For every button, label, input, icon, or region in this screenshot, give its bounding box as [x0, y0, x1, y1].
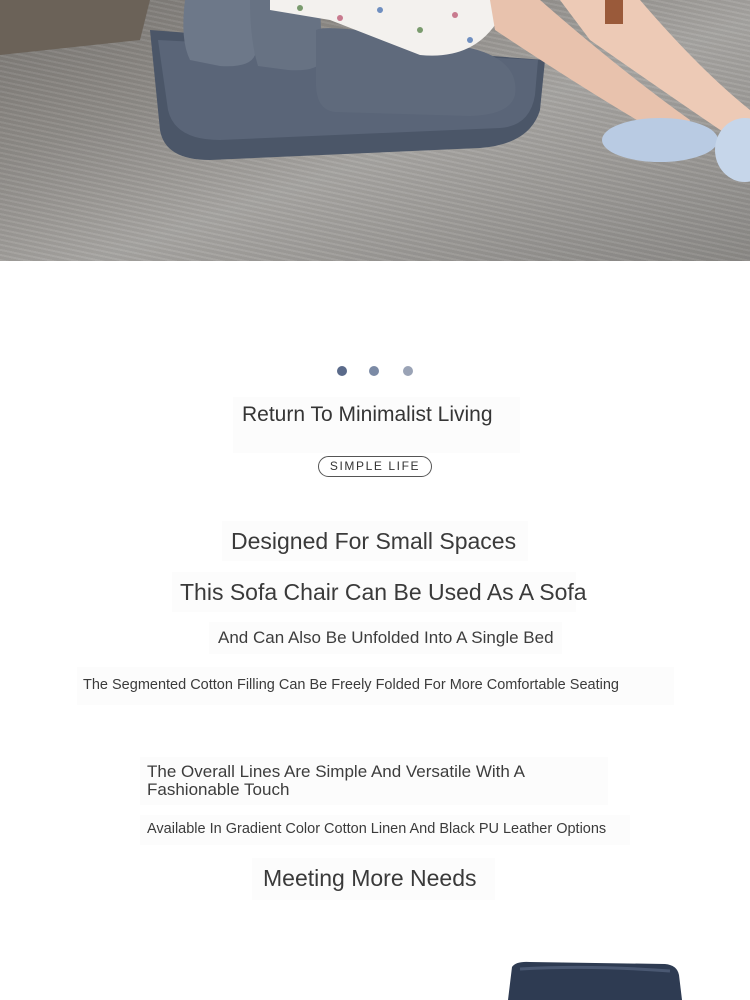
sofa-cushion-left [183, 0, 255, 66]
carousel-dot-2[interactable] [369, 366, 379, 376]
features-heading: Designed For Small Spaces [231, 528, 517, 554]
sofa-scene-illustration [0, 0, 750, 261]
carousel-indicator [0, 366, 750, 378]
features-heading-box [222, 521, 528, 561]
features-line2: The Segmented Cotton Filling Can Be Freely Folded For More Comfortable Seating [83, 677, 619, 693]
slipper-left [602, 118, 718, 162]
carousel-dot-3[interactable] [403, 366, 413, 376]
features-line1-box [209, 622, 562, 654]
features-line1: And Can Also Be Unfolded Into A Single Bed [218, 628, 554, 647]
features-subheading-box [172, 572, 587, 612]
intro-title: Return To Minimalist Living [242, 403, 493, 426]
design-options-box [140, 815, 630, 845]
product-preview-image [490, 955, 690, 1000]
design-heading: The Overall Lines Are Simple And Versatile With A Fashionable Touch [147, 762, 525, 799]
chair-leg [605, 0, 623, 24]
features-subheading: This Sofa Chair Can Be Used As A Sofa [180, 579, 587, 605]
needs-heading: Meeting More Needs [263, 865, 477, 891]
features-line2-box [77, 667, 674, 705]
design-heading-box [140, 757, 608, 805]
floor-area [0, 0, 150, 55]
design-options: Available In Gradient Color Cotton Linen And Black PU Leather Options [147, 821, 607, 837]
needs-heading-box [252, 858, 495, 900]
carousel-dot-1[interactable] [337, 366, 347, 376]
hero-image [0, 0, 750, 261]
simple-life-badge: SIMPLE LIFE [318, 456, 432, 477]
intro-title-box [233, 397, 520, 453]
